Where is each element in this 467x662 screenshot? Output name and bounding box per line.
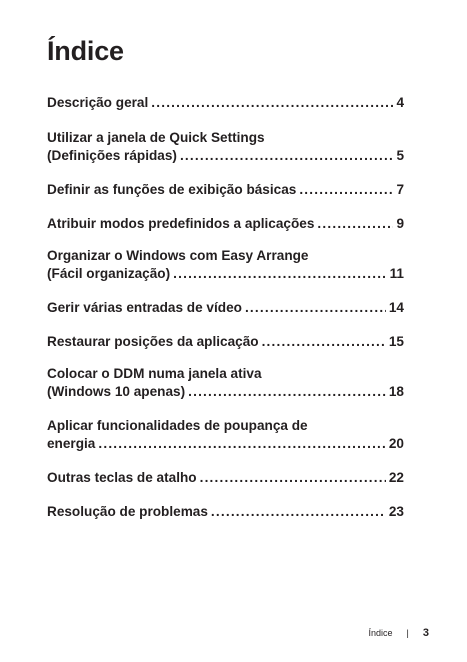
- toc-entry-line: [47, 129, 404, 147]
- toc-page-number: 23: [388, 504, 404, 519]
- toc-entry-title: energia: [47, 436, 96, 451]
- toc-page-number: 18: [388, 384, 404, 399]
- toc-entry-title: Resolução de problemas: [47, 504, 208, 519]
- toc-page-number: 11: [389, 266, 404, 281]
- toc-entry[interactable]: [47, 365, 404, 401]
- page-title: Índice: [47, 36, 124, 66]
- toc-dot-leader: [173, 265, 386, 283]
- toc-entry-title: Aplicar funcionalidades de poupança de: [47, 418, 308, 433]
- footer-page-number: 3: [422, 627, 429, 639]
- toc-entry-title: (Definições rápidas): [47, 148, 177, 163]
- toc-page-number: 5: [396, 148, 404, 163]
- toc-entry-title: Definir as funções de exibição básicas: [47, 182, 297, 197]
- toc-entry[interactable]: [47, 333, 404, 351]
- toc-dot-leader: [245, 299, 386, 317]
- toc-dot-leader: [188, 383, 386, 401]
- toc-entry-line: [47, 299, 404, 317]
- toc-entry[interactable]: [47, 181, 404, 199]
- toc-dot-leader: [211, 503, 386, 521]
- toc-entry-title: Gerir várias entradas de vídeo: [47, 300, 242, 315]
- toc-entry-line: [47, 417, 404, 435]
- toc-dot-leader: [98, 435, 386, 453]
- footer-section-label: Índice: [368, 628, 393, 638]
- toc-entry[interactable]: [47, 417, 404, 453]
- toc-entry-line: [47, 247, 404, 265]
- toc-entry-title: (Windows 10 apenas): [47, 384, 186, 399]
- toc-page-number: 22: [388, 470, 404, 485]
- toc-entry-line: [47, 147, 404, 165]
- toc-dot-leader: [262, 333, 386, 351]
- toc-entry-title: Restaurar posições da aplicação: [47, 334, 259, 349]
- toc-page-number: 7: [396, 182, 404, 197]
- toc-entry[interactable]: [47, 247, 404, 283]
- toc-entry-title: Organizar o Windows com Easy Arrange: [47, 248, 309, 263]
- page-footer: [369, 627, 430, 639]
- toc-entry[interactable]: [47, 129, 404, 165]
- toc-page-number: 9: [396, 216, 404, 231]
- toc-entry-title: Descrição geral: [47, 95, 149, 110]
- toc-entry-title: Atribuir modos predefinidos a aplicações: [47, 216, 315, 231]
- toc-entry[interactable]: [47, 469, 404, 487]
- footer-separator: |: [406, 628, 409, 638]
- toc-entry-line: [47, 435, 404, 453]
- toc-entry-line: [47, 181, 404, 199]
- toc-dot-leader: [200, 469, 386, 487]
- toc-entry-title: (Fácil organização): [47, 266, 171, 281]
- toc-dot-leader: [299, 181, 393, 199]
- toc-entry-line: [47, 365, 404, 383]
- toc-entry[interactable]: [47, 503, 404, 521]
- toc-entry[interactable]: [47, 299, 404, 317]
- toc-dot-leader: [151, 94, 393, 112]
- toc-page-number: 4: [396, 95, 404, 110]
- toc-entry-line: [47, 94, 404, 112]
- toc-entry-line: [47, 503, 404, 521]
- toc-entry-line: [47, 469, 404, 487]
- toc-entry[interactable]: [47, 94, 404, 112]
- toc-entry-line: [47, 333, 404, 351]
- toc-page-number: 15: [388, 334, 404, 349]
- toc-entry-title: Colocar o DDM numa janela ativa: [47, 366, 262, 381]
- toc-entry[interactable]: [47, 215, 404, 233]
- toc-entry-title: Outras teclas de atalho: [47, 470, 197, 485]
- toc-entry-line: [47, 215, 404, 233]
- toc-entry-title: Utilizar a janela de Quick Settings: [47, 130, 265, 145]
- toc-dot-leader: [180, 147, 394, 165]
- toc-page-number: 20: [388, 436, 404, 451]
- toc-entry-line: [47, 265, 404, 283]
- toc-page-number: 14: [388, 300, 404, 315]
- toc-entry-line: [47, 383, 404, 401]
- toc-dot-leader: [317, 215, 393, 233]
